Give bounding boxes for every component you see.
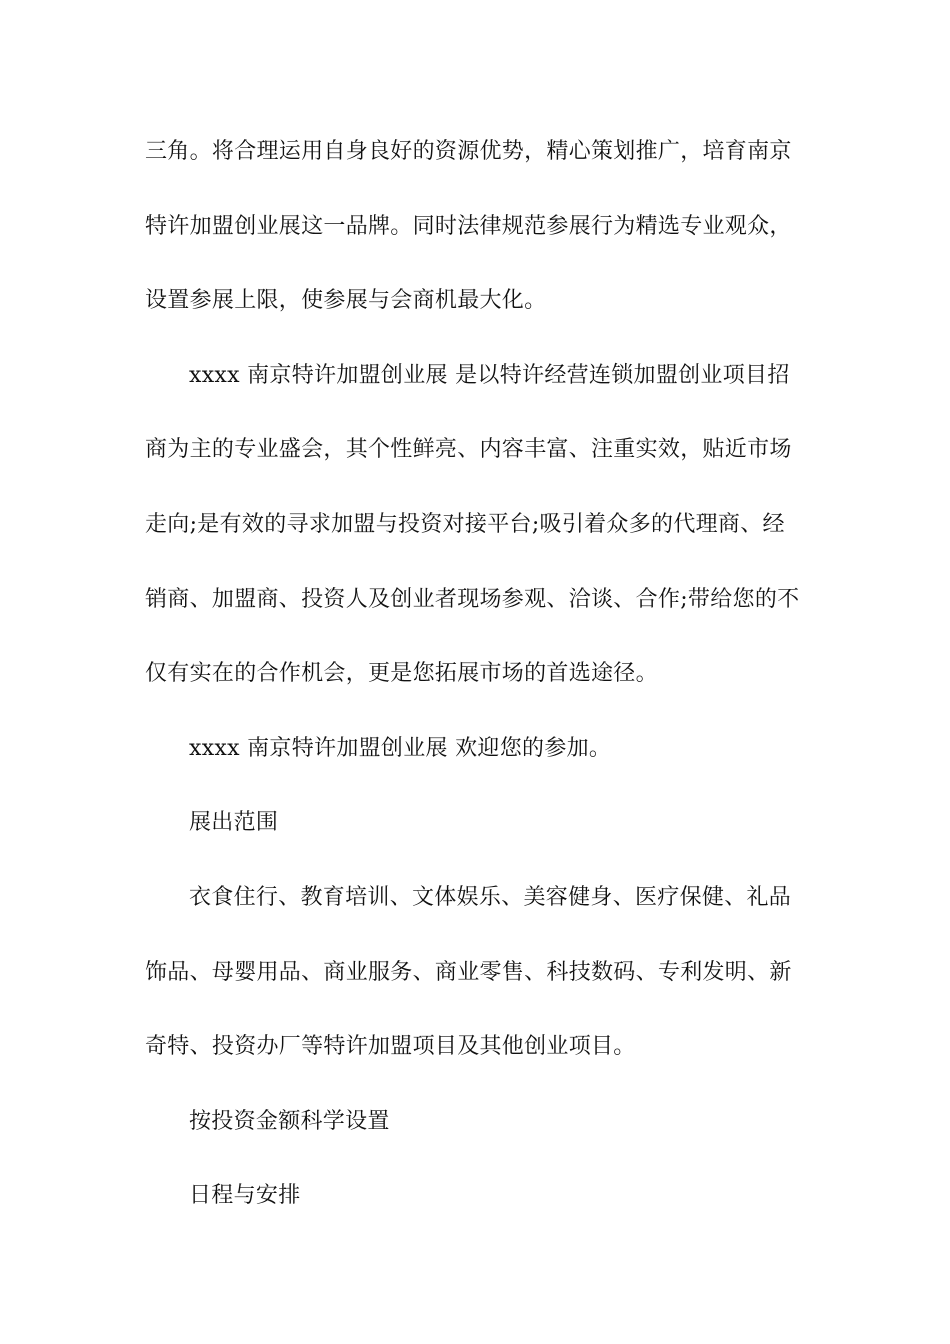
paragraph-line: 仅有实在的合作机会，更是您拓展市场的首选途径。: [145, 661, 658, 686]
paragraph-line: 饰品、母婴用品、商业服务、商业零售、科技数码、专利发明、新: [145, 960, 792, 985]
paragraph-line: 销商、加盟商、投资人及创业者现场参观、洽谈、合作;带给您的不: [145, 587, 800, 612]
paragraph-line: xxxx 南京特许加盟创业展 是以特许经营连锁加盟创业项目招: [189, 363, 790, 388]
paragraph-line: 奇特、投资办厂等特许加盟项目及其他创业项目。: [145, 1034, 636, 1059]
paragraph-line: 三角。将合理运用自身良好的资源优势，精心策划推广，培育南京: [145, 139, 792, 164]
section-heading: 日程与安排: [189, 1183, 301, 1208]
paragraph-line: 走向;是有效的寻求加盟与投资对接平台;吸引着众多的代理商、经: [145, 512, 785, 537]
paragraph-line: 特许加盟创业展这一品牌。同时法律规范参展行为精选专业观众，: [145, 214, 792, 239]
section-heading: 展出范围: [189, 810, 279, 835]
paragraph-line: xxxx 南京特许加盟创业展 欢迎您的参加。: [189, 736, 612, 761]
paragraph-line: 衣食住行、教育培训、文体娱乐、美容健身、医疗保健、礼品: [189, 885, 792, 910]
paragraph-line: 设置参展上限，使参展与会商机最大化。: [145, 288, 547, 313]
section-heading: 按投资金额科学设置: [189, 1109, 390, 1134]
paragraph-line: 商为主的专业盛会，其个性鲜亮、内容丰富、注重实效，贴近市场: [145, 437, 792, 462]
